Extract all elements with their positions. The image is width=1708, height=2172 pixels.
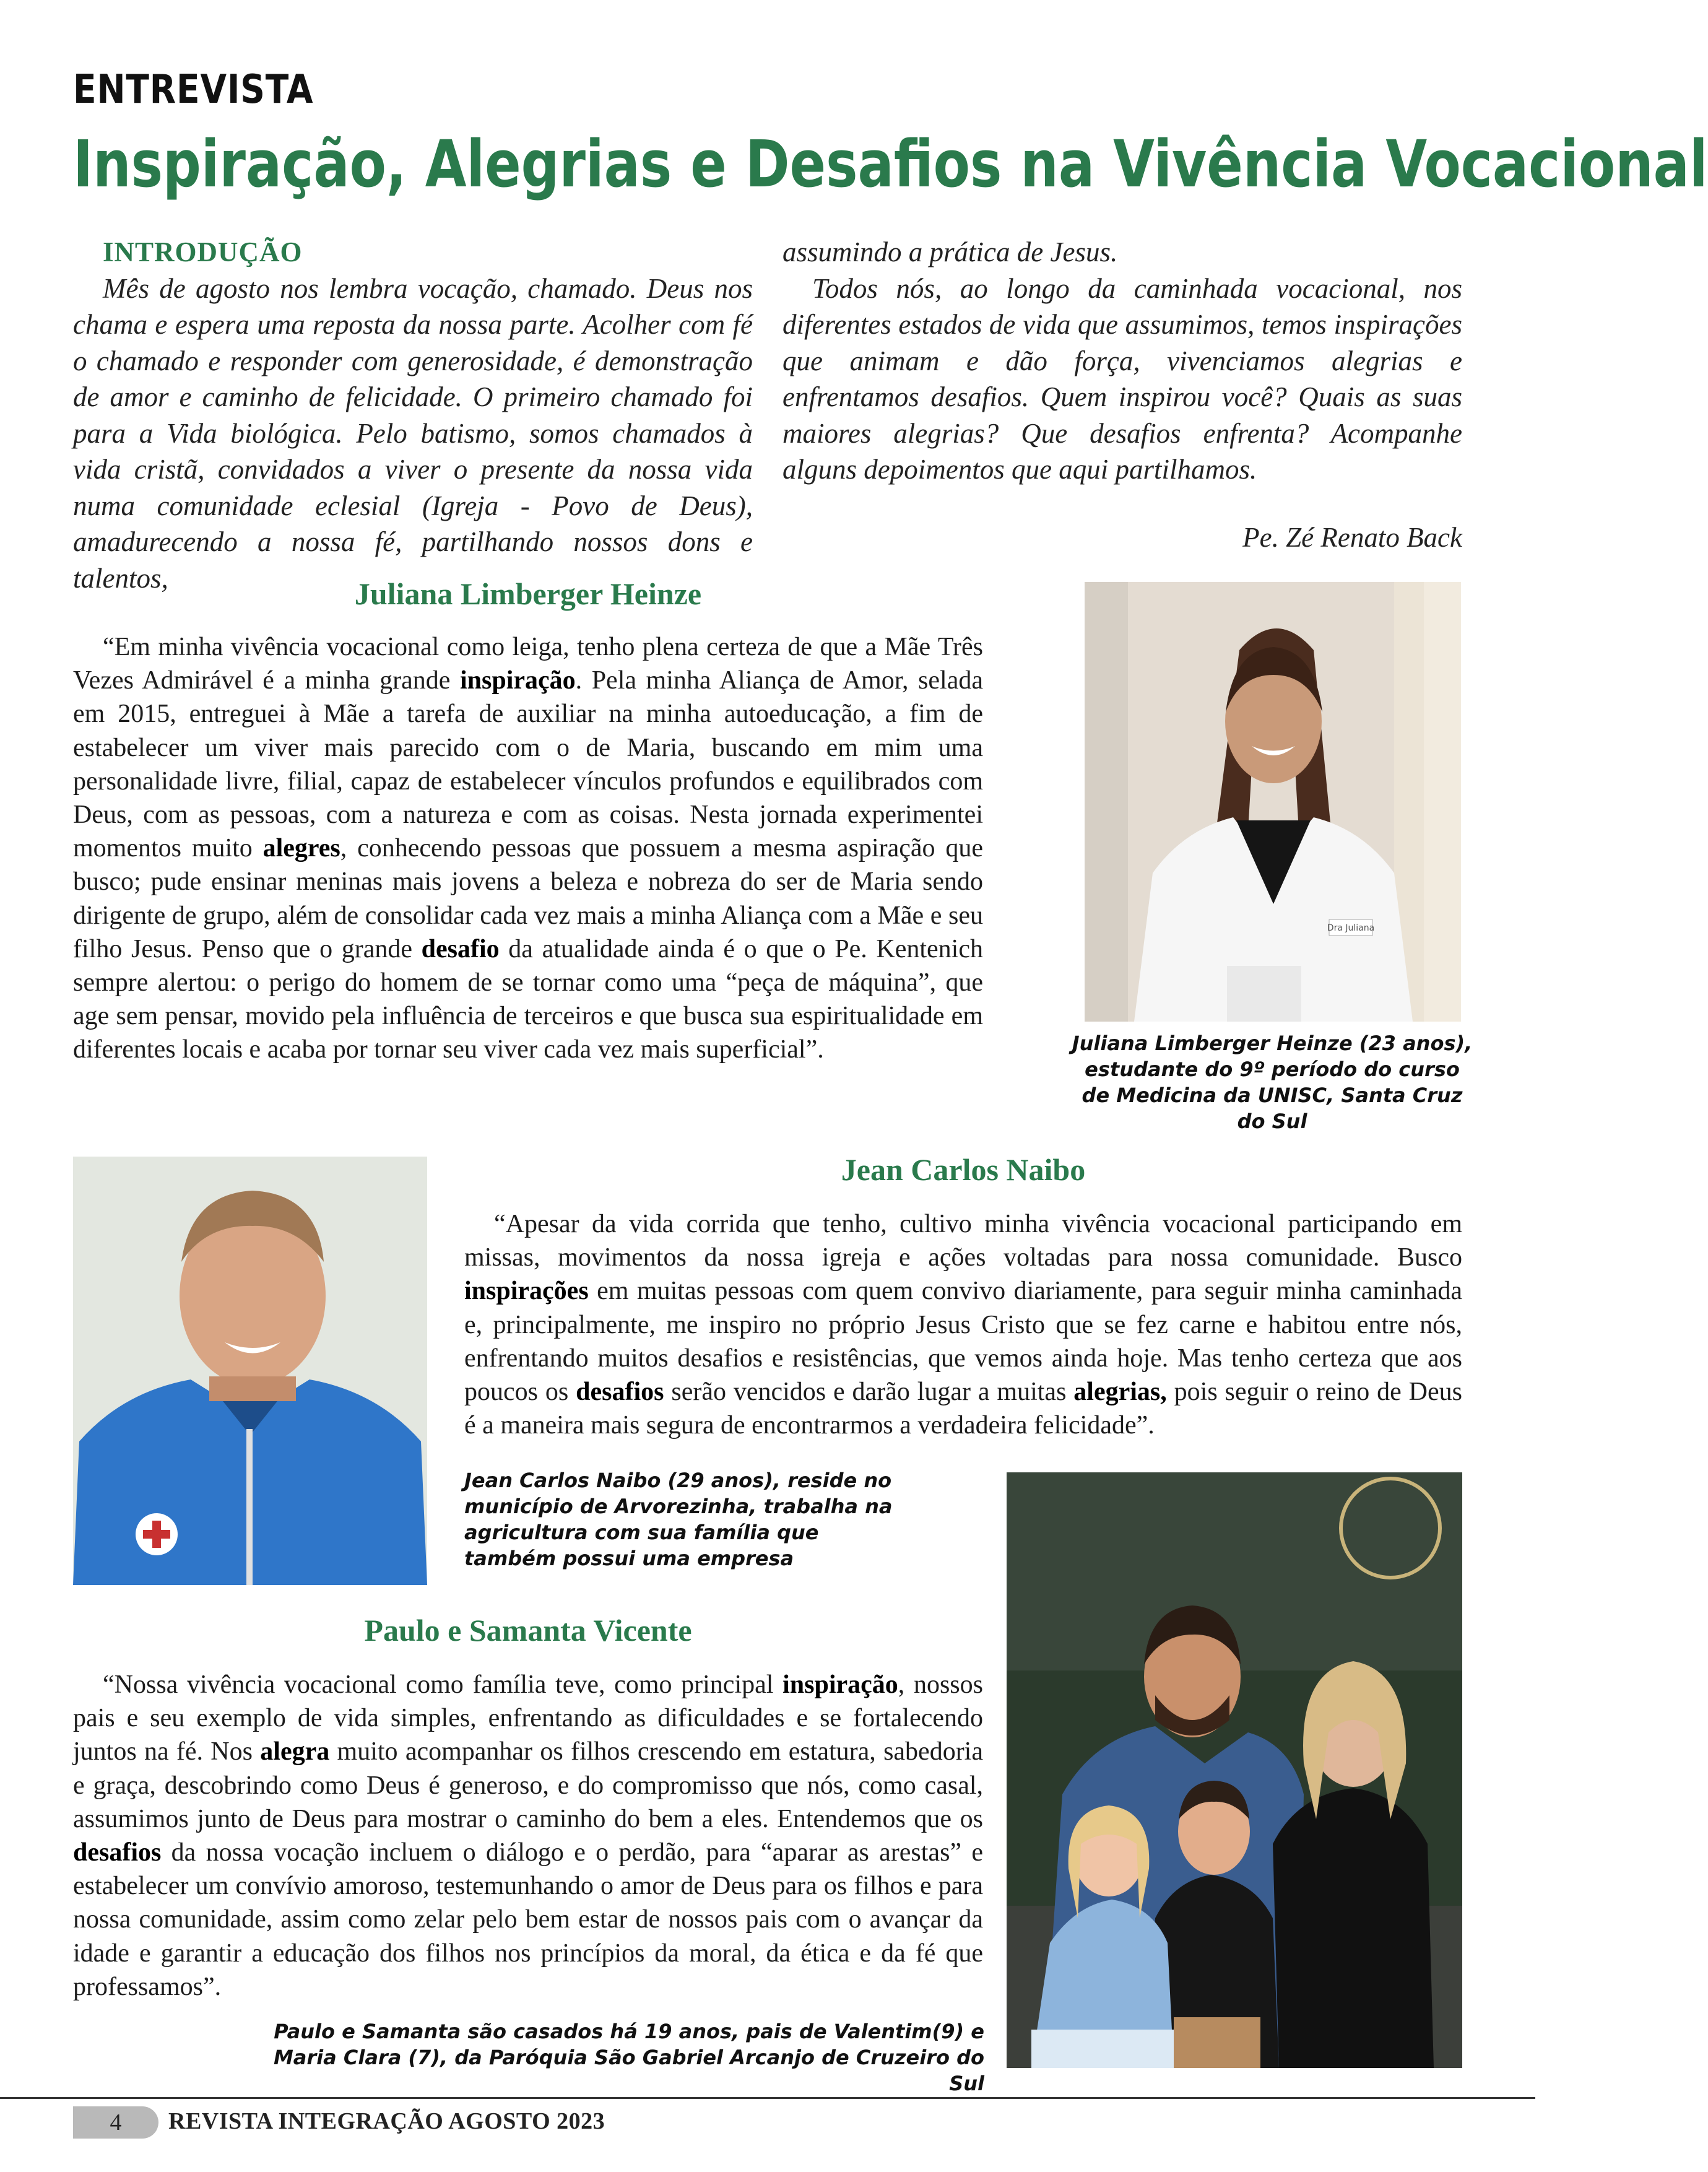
intro-paragraph-2: Todos nós, ao longo da caminhada vocacional, nos diferentes estados de vida que assumimos, temos inspirações que animam e dão força, vivenciamos alegrias e enfrentamos desafios. Quem inspirou você? Quais as suas maiores alegrias? Que desafios enfrenta? Acompanhe alguns depoimentos que aqui partilhamos. xyxy=(782,272,1462,485)
caption-family: Paulo e Samanta são casados há 19 anos, pais de Valentim(9) e Maria Clara (7), da Paróquia São Gabriel Arcanjo de Cruzeiro do Sul xyxy=(273,2020,984,2095)
testimony-text-juliana: “Em minha vivência vocacional como leiga, tenho plena certeza de que a Mãe Três Vezes Admirável é a minha grande inspiração. Pela minha Aliança de Amor, selada em 2015, entreguei à Mãe a tarefa de auxiliar na minha autoeducação, a fim de estabelecer um viver mais parecido com o de Maria, buscando em mim uma personalidade livre, filial, capaz de estabelecer vínculos profundos e equilibrados com Deus, com as pessoas, com a natureza e com as coisas. Nesta jornada experimentei momentos muito alegres, conhecendo pessoas que possuem a mesma aspiração que busco; pude ensinar meninas mais jovens a beleza e nobreza do ser de Maria sendo dirigente de grupo, além de consolidar cada vez mais a minha Aliança com a Mãe e seu filho Jesus. Penso que o grande desafio da atualidade ainda é o que o Pe. Kentenich sempre alertou: o perigo do homem de se tornar como uma “peça de máquina”, que age sem pensar, movido pela influência de terceiros e que busca sua espiritualidade em diferentes locais e acaba por tornar seu viver cada vez mais superficial”. xyxy=(73,633,983,1064)
footer-divider xyxy=(0,2097,1535,2099)
caption-jean: Jean Carlos Naibo (29 anos), reside no município de Arvorezinha, trabalha na agricultura com sua família que também possui uma empresa xyxy=(464,1469,893,1570)
photo-juliana xyxy=(1085,582,1461,1022)
intro-column-left xyxy=(73,234,753,596)
page-number: 4 xyxy=(73,2106,158,2139)
name-badge-text: Dra Juliana xyxy=(1327,923,1375,933)
testimony-text-paulo-samanta: “Nossa vivência vocacional como família teve, como principal inspiração, nossos pais e seu exemplo de vida simples, enfrentando as dificuldades e se fortalecendo juntos na fé. Nos alegra muito acompanhar os filhos crescendo em estatura, sabedoria e graça, descobrindo como Deus é generoso, e do compromisso que nós, como casal, assumimos junto de Deus para mostrar o caminho do bem a eles. Entendemos que os desafios da nossa vocação incluem o diálogo e o perdão, para “aparar as arestas” e estabelecer um convívio amoroso, testemunhando o amor de Deus para os filhos e para nossa comunidade, assim como zelar pelo bem estar de nossos pais com o avançar da idade e garantir a educação dos filhos nos princípios da moral, da ética e da fé que professamos”. xyxy=(73,1670,983,2001)
intro-column-right xyxy=(782,234,1462,488)
photo-jean xyxy=(73,1157,427,1585)
intro-continuation: assumindo a prática de Jesus. xyxy=(782,237,1118,267)
intro-heading: INTRODUÇÃO xyxy=(103,237,303,267)
testimony-text-jean: “Apesar da vida corrida que tenho, cultivo minha vivência vocacional participando em missas, movimentos da nossa igreja e ações voltadas para nossa comunidade. Busco inspirações em muitas pessoas com quem convivo diariamente, para seguir minha caminhada e, principalmente, me inspiro no próprio Jesus Cristo que se fez carne e habitou entre nós, enfrentando muitos desafios e resistências, que vemos ainda hoje. Mas tenho certeza que aos poucos os desafios serão vencidos e darão lugar a muitas alegrias, pois seguir o reino de Deus é a maneira mais segura de encontrarmos a verdadeira felicidade”. xyxy=(464,1210,1462,1440)
testimony-name-juliana: Juliana Limberger Heinze xyxy=(354,576,702,611)
section-label: ENTREVISTA xyxy=(73,67,314,113)
intro-paragraph-1: Mês de agosto nos lembra vocação, chamado. Deus nos chama e espera uma reposta da nossa parte. Acolher com fé o chamado e responder com generosidade, é demonstração de amor e caminho de felicidade. O primeiro chamado foi para a Vida biológica. Pelo batismo, somos chamados à vida cristã, convidados a viver o presente da nossa vida numa comunidade eclesial (Igreja - Povo de Deus), amadurecendo a nossa fé, partilhando nossos dons e talentos, xyxy=(73,272,753,594)
caption-juliana: Juliana Limberger Heinze (23 anos), estudante do 9º período do curso de Medicina da UNISC, Santa Cruz do Sul xyxy=(1072,1032,1473,1133)
photo-family xyxy=(1007,1472,1462,2068)
testimony-name-paulo-samanta: Paulo e Samanta Vicente xyxy=(364,1613,692,1648)
testimony-name-jean: Jean Carlos Naibo xyxy=(841,1152,1086,1187)
article-title: Inspiração, Alegrias e Desafios na Vivência Vocacional xyxy=(73,126,1708,202)
intro-signature: Pe. Zé Renato Back xyxy=(1242,522,1462,553)
publication-title: REVISTA INTEGRAÇÃO AGOSTO 2023 xyxy=(168,2108,605,2134)
